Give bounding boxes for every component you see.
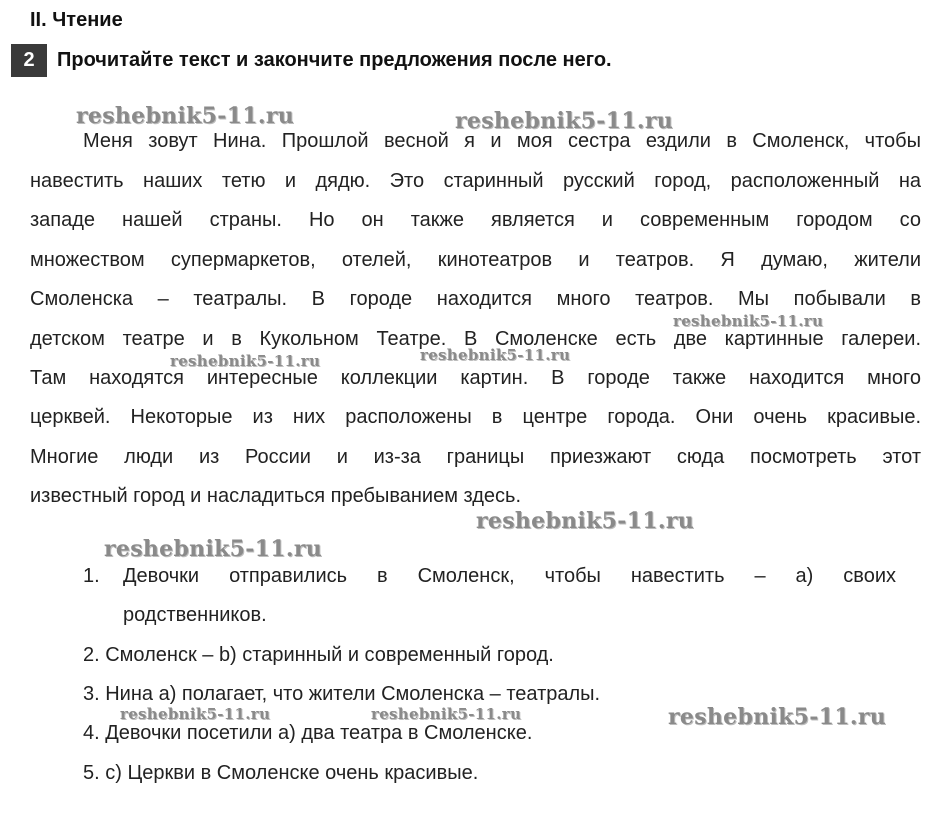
text-line: западе нашей страны. Но он также является и современным городом со [30, 209, 921, 231]
text-line: Там находятся интересные коллекции картин. В городе также находится много [30, 367, 921, 389]
section-title: II. Чтение [30, 9, 123, 31]
watermark: reshebnik5-11.ru [420, 346, 571, 364]
text-line: навестить наших тетю и дядю. Это старинный русский город, расположенный на [30, 170, 921, 192]
text-line: известный город и насладиться пребыванием здесь. [30, 485, 522, 507]
answer-item-2: 2. Смоленск – b) старинный и современный город. [83, 644, 554, 666]
watermark: reshebnik5-11.ru [371, 705, 522, 723]
watermark: reshebnik5-11.ru [673, 312, 824, 330]
watermark: reshebnik5-11.ru [170, 352, 321, 370]
text-line: Смоленска – театралы. В городе находится много театров. Мы побывали в [30, 288, 921, 310]
text-line: множеством супермаркетов, отелей, кинотеатров и театров. Я думаю, жители [30, 249, 921, 271]
text-line: Меня зовут Нина. Прошлой весной я и моя сестра ездили в Смоленск, чтобы [83, 130, 921, 152]
answer-item-1-cont: родственников. [123, 604, 267, 626]
text-line: Многие люди из России и из-за границы приезжают сюда посмотреть этот [30, 446, 921, 468]
text-line: детском театре и в Кукольном Театре. В Смоленске есть две картинные галереи. [30, 328, 921, 350]
answer-text: Девочки отправились в Смоленск, чтобы навестить – а) своих [123, 565, 896, 587]
answer-item-4: 4. Девочки посетили а) два театра в Смоленске. [83, 722, 533, 744]
task-instruction: Прочитайте текст и закончите предложения после него. [57, 49, 612, 71]
watermark: reshebnik5-11.ru [476, 508, 695, 534]
watermark: reshebnik5-11.ru [455, 108, 674, 134]
text-line: церквей. Некоторые из них расположены в центре города. Они очень красивые. [30, 406, 921, 428]
answer-item-1 [83, 564, 896, 588]
task-header [11, 44, 612, 77]
answer-number: 1. [83, 565, 100, 587]
answer-item-5: 5. с) Церкви в Смоленске очень красивые. [83, 762, 479, 784]
answer-item-3: 3. Нина а) полагает, что жители Смоленска – театралы. [83, 683, 601, 705]
watermark: reshebnik5-11.ru [668, 704, 887, 730]
task-number-badge: 2 [11, 44, 47, 77]
watermark: reshebnik5-11.ru [120, 705, 271, 723]
watermark: reshebnik5-11.ru [104, 536, 323, 562]
watermark: reshebnik5-11.ru [76, 103, 295, 129]
